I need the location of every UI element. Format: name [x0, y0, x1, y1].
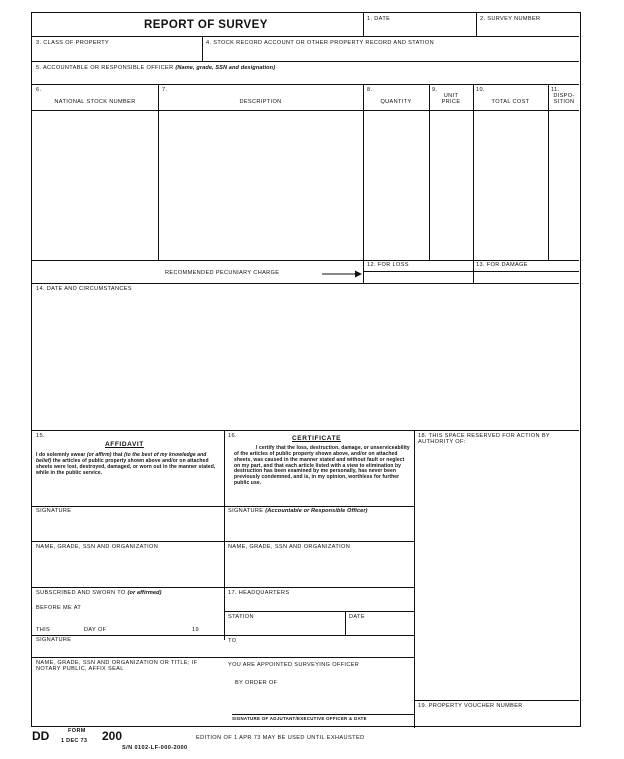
certificate-text: I certify that the loss, destruction, damage, or unserviceability of the articles of public property shown above, and/or on attached sheets, was caused in the manner stated and without fault or neglect on my part, and that each article listed with a view to elimination by destruction has been examined by me personally, has never been previously condemned, and is, in my opinion, worthless for further public use. [234, 445, 410, 487]
edition-note: EDITION OF 1 APR 73 MAY BE USED UNTIL EXHAUSTED [196, 735, 365, 741]
subscribed-sworn-label [36, 590, 162, 596]
signature-officer-label [228, 508, 368, 514]
box-5-text: 5. ACCOUNTABLE OR RESPONSIBLE OFFICER [36, 65, 174, 71]
unit-price-header: UNIT PRICE [441, 93, 461, 106]
year-label: 19 [192, 627, 199, 633]
form-title: REPORT OF SURVEY [144, 19, 268, 31]
quantity-header: QUANTITY [380, 99, 412, 105]
box-12-for-loss-label: 12. FOR LOSS [367, 262, 409, 268]
date-label: DATE [349, 614, 365, 620]
rule [429, 84, 430, 260]
arrow-right-icon [322, 270, 362, 278]
rule [224, 430, 225, 640]
form-word-label: FORM [68, 728, 86, 734]
rule [414, 430, 415, 728]
affidavit-heading: AFFIDAVIT [105, 441, 144, 448]
before-me-at-label: BEFORE ME AT [36, 605, 82, 611]
rule [232, 714, 414, 715]
recommended-pecuniary-charge-label: RECOMMENDED PECUNIARY CHARGE [165, 270, 280, 276]
disposition-header: DISPO- SITION [553, 93, 575, 106]
box-15-number: 15. [36, 433, 45, 439]
affidavit-part-5: the articles of public property shown above and/or on attached sheets were lost, destroyed, damaged, or worn out in the manner stated, while in the public service. [36, 457, 216, 476]
rule [32, 84, 579, 85]
this-label: THIS [36, 627, 51, 633]
rule [32, 587, 414, 588]
form-number-label: 200 [102, 729, 123, 743]
day-of-label: DAY OF [84, 627, 107, 633]
rule [202, 36, 203, 61]
box-2-survey-number-label: 2. SURVEY NUMBER [480, 16, 541, 22]
report-of-survey-form [31, 12, 581, 727]
rule [32, 61, 579, 62]
signature-officer-text: SIGNATURE [228, 508, 266, 514]
rule [363, 84, 364, 283]
box-9-number: 9. [432, 87, 438, 93]
certificate-heading: CERTIFICATE [292, 435, 342, 442]
stock-number-footer: S/N 0102-LF-000-2000 [122, 745, 188, 751]
rule [32, 110, 579, 111]
rule [345, 611, 346, 635]
box-4-stock-record-label: 4. STOCK RECORD ACCOUNT OR OTHER PROPERTY RECORD AND STATION [206, 40, 434, 46]
box-19-property-voucher-label: 19. PROPERTY VOUCHER NUMBER [418, 703, 523, 709]
signature-officer-note: (Accountable or Responsible Officer) [265, 508, 368, 514]
box-16-number: 16. [228, 433, 237, 439]
subscribed-note: (or affirmed) [127, 590, 162, 596]
rule [414, 700, 579, 701]
rule [363, 13, 364, 36]
rule [32, 36, 579, 37]
national-stock-number-header: NATIONAL STOCK NUMBER [54, 99, 136, 105]
affidavit-part-4: (to the best of my knowledge and belief) [36, 452, 207, 464]
rule [473, 84, 474, 283]
station-label: STATION [228, 614, 254, 620]
to-label: TO [228, 638, 237, 644]
box-11-number: 11. [551, 87, 560, 93]
rule [32, 430, 579, 431]
rule [32, 506, 414, 507]
rule [32, 657, 414, 658]
box-18-reserved-label: 18. THIS SPACE RESERVED FOR ACTION BY AUTHORITY OF: [418, 433, 550, 446]
form-dd-label: DD [32, 729, 50, 743]
box-5-note: (Name, grade, SSN and designation) [175, 65, 276, 71]
affidavit-part-1: I do solemnly swear [36, 452, 87, 458]
signature-adjutant-label: SIGNATURE OF ADJUTANT/EXECUTIVE OFFICER & DATE [232, 716, 367, 721]
box-13-for-damage-label: 13. FOR DAMAGE [476, 262, 528, 268]
affidavit-text [36, 453, 220, 476]
name-grade-ssn-right-label: NAME, GRADE, SSN AND ORGANIZATION [228, 544, 351, 550]
rule [363, 271, 579, 272]
box-8-number: 8. [367, 87, 373, 93]
name-grade-ssn-left-label: NAME, GRADE, SSN AND ORGANIZATION [36, 544, 159, 550]
box-6-number: 6. [36, 87, 42, 93]
box-14-date-and-circumstances-label: 14. DATE AND CIRCUMSTANCES [36, 286, 132, 292]
form-date-label: 1 DEC 73 [61, 738, 88, 744]
appointed-surveying-officer-label: YOU ARE APPOINTED SURVEYING OFFICER [228, 662, 360, 668]
rule [224, 611, 414, 612]
rule [32, 541, 414, 542]
affidavit-part-3: that [111, 452, 125, 458]
rule [548, 84, 549, 260]
rule [32, 260, 579, 261]
box-1-date-label: 1. DATE [367, 16, 391, 22]
subscribed-text: SUBSCRIBED AND SWORN TO [36, 590, 128, 596]
box-5-accountable-officer-label [36, 65, 275, 71]
total-cost-header: TOTAL COST [491, 99, 530, 105]
rule [32, 635, 414, 636]
signature-label: SIGNATURE [36, 508, 72, 514]
box-3-class-of-property-label: 3. CLASS OF PROPERTY [36, 40, 110, 46]
rule [476, 13, 477, 36]
description-header: DESCRIPTION [239, 99, 282, 105]
box-10-number: 10. [476, 87, 485, 93]
signature-notary-label: SIGNATURE [36, 637, 72, 643]
rule [32, 283, 579, 284]
box-7-number: 7. [162, 87, 168, 93]
box-17-headquarters-label: 17. HEADQUARTERS [228, 590, 290, 596]
name-notary-label: NAME, GRADE, SSN AND ORGANIZATION OR TITLE; IF NOTARY PUBLIC, AFFIX SEAL [36, 660, 198, 673]
rule [158, 84, 159, 260]
by-order-of-label: BY ORDER OF [235, 680, 278, 686]
affidavit-part-2: (or affirm) [86, 452, 112, 458]
